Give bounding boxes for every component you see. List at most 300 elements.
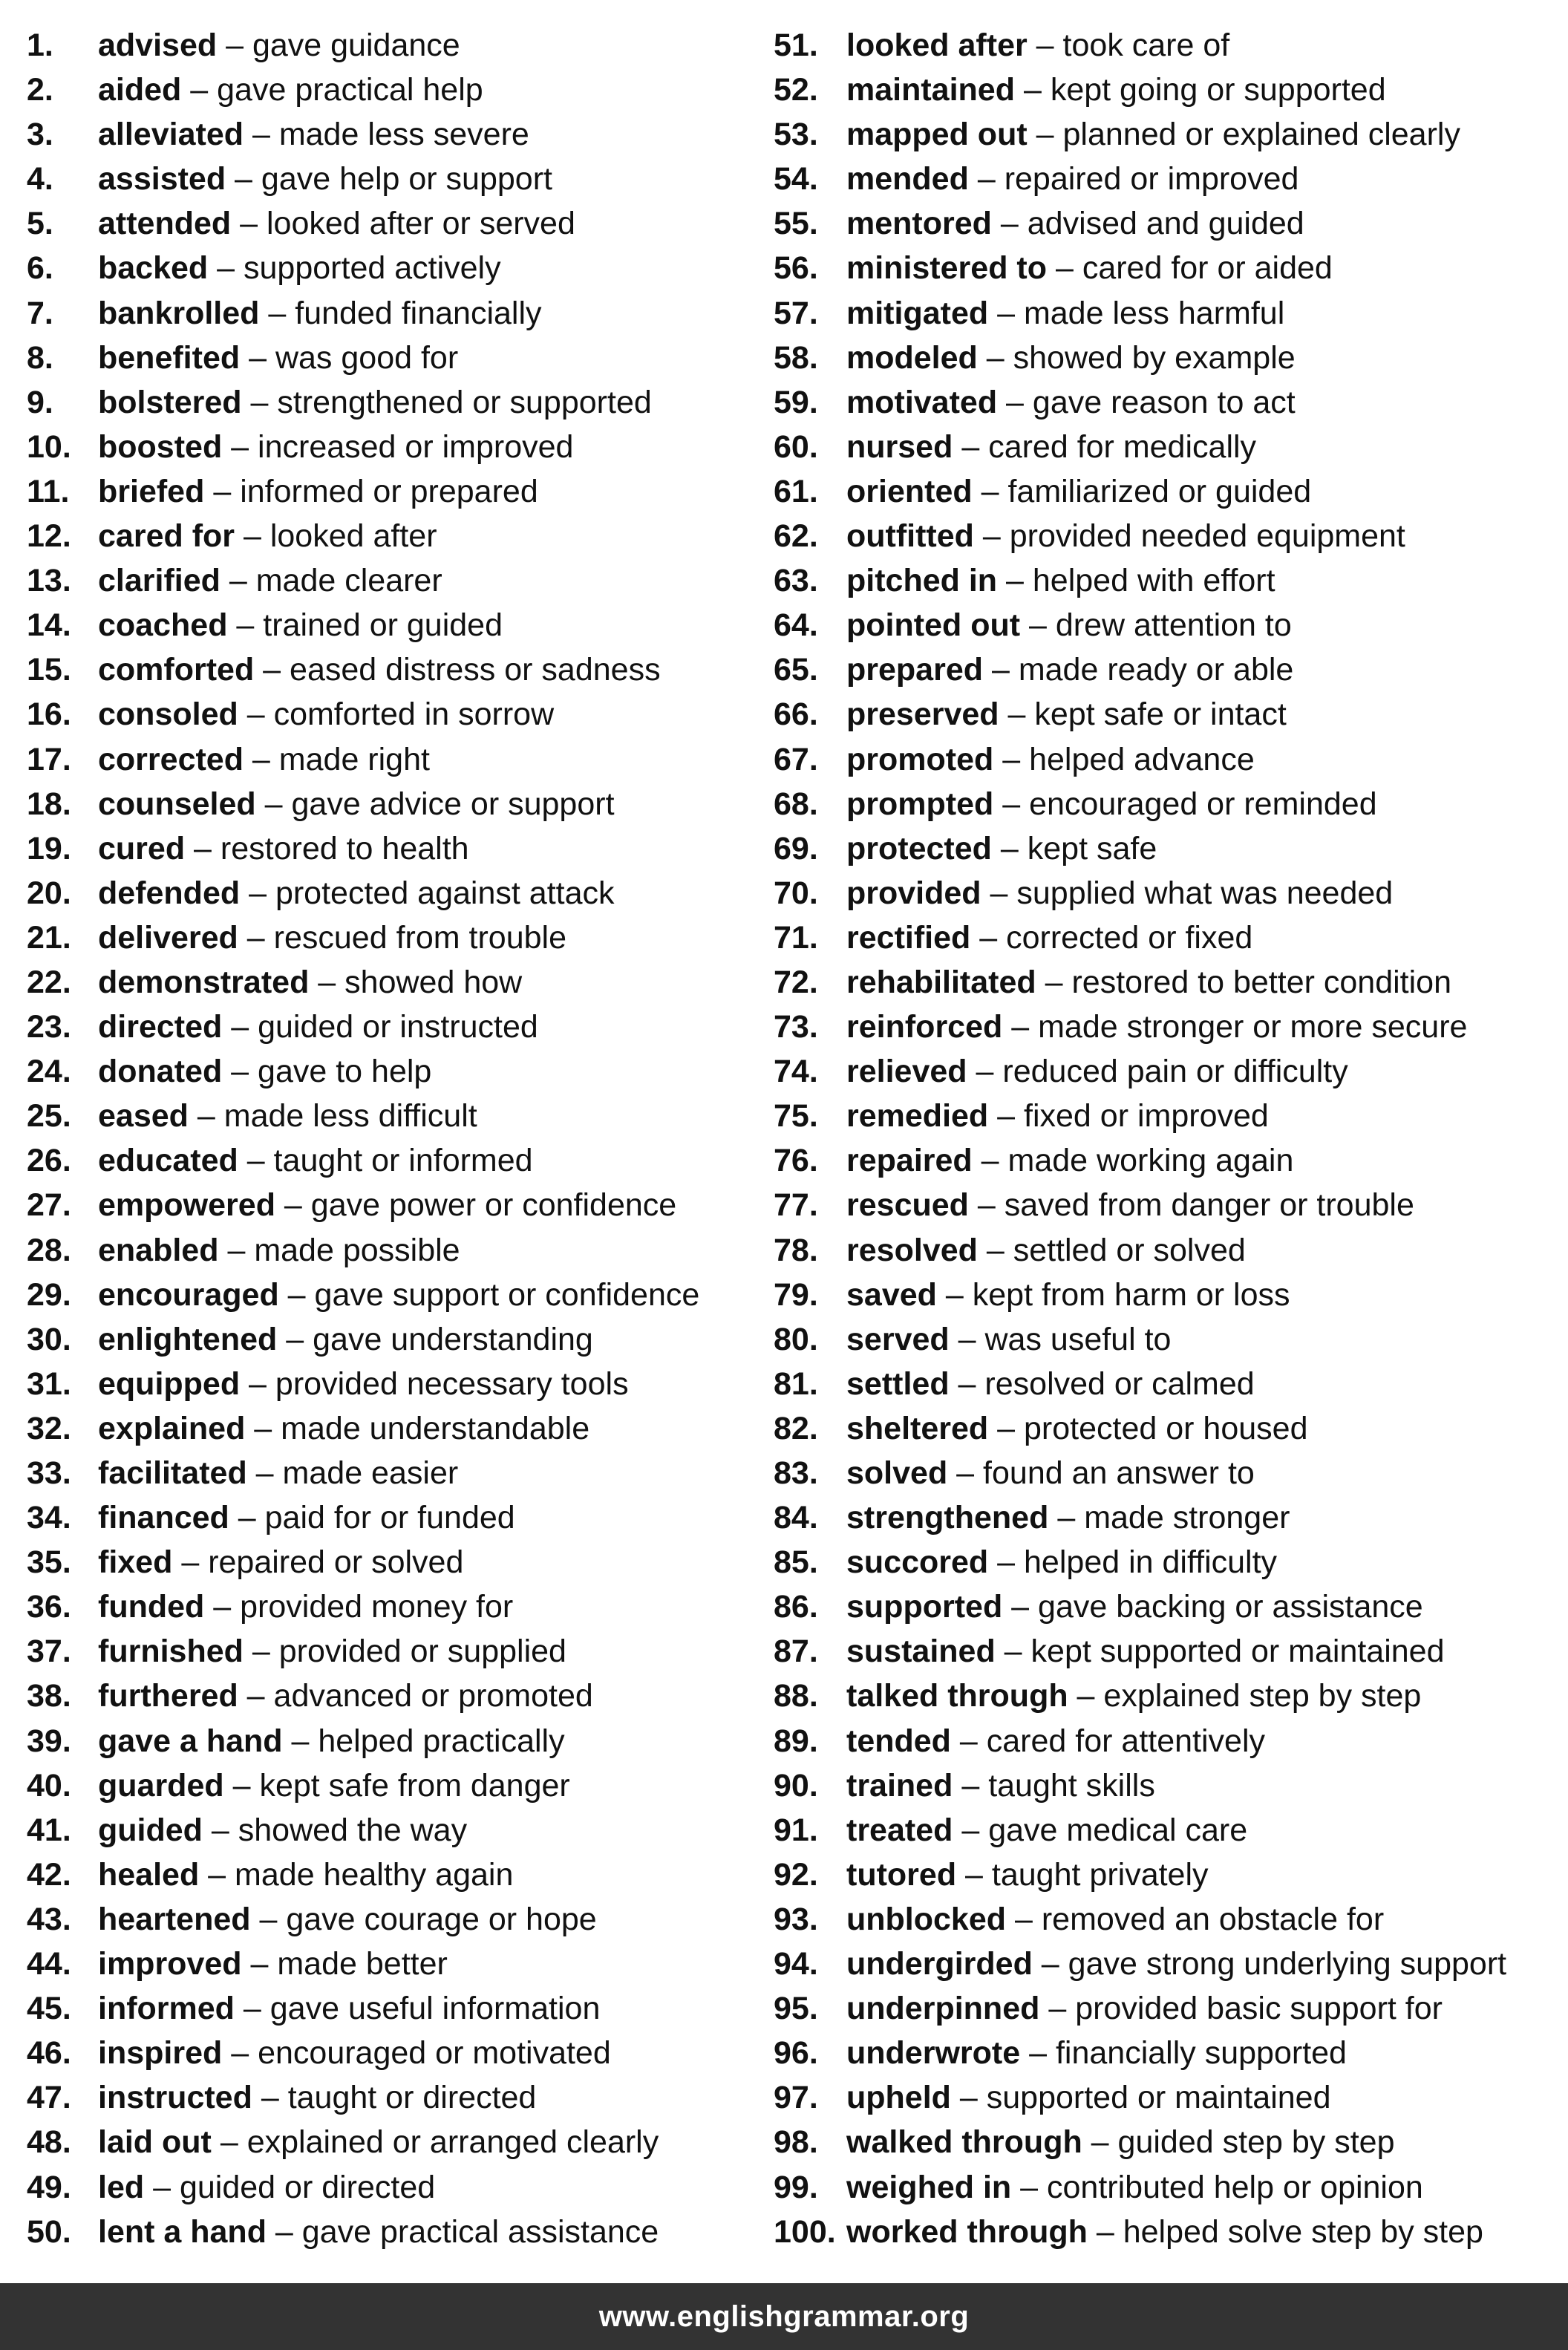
- list-item: [27, 1942, 777, 1986]
- item-number: 11.: [27, 473, 70, 509]
- item-separator: –: [1032, 1946, 1068, 1982]
- item-word: advised: [98, 27, 218, 63]
- item-text: [98, 692, 554, 737]
- item-separator: –: [1002, 1009, 1039, 1045]
- item-number: 22.: [27, 964, 71, 1000]
- item-text: [846, 1584, 1423, 1629]
- item-number: 23.: [27, 1009, 71, 1045]
- item-word: preserved: [846, 696, 999, 733]
- item-definition: supplied what was needed: [1016, 875, 1394, 911]
- item-text: [846, 826, 1157, 871]
- item-text: [846, 514, 1405, 558]
- list-item: [27, 737, 777, 782]
- item-word: comforted: [98, 652, 255, 688]
- item-separator: –: [1087, 2213, 1123, 2250]
- item-separator: –: [240, 1365, 275, 1402]
- list-item: [774, 2120, 1523, 2164]
- item-definition: guided or instructed: [258, 1009, 538, 1045]
- item-number: 89.: [774, 1723, 818, 1759]
- item-number: 90.: [774, 1767, 818, 1804]
- item-definition: kept going or supported: [1050, 72, 1386, 108]
- item-word: pointed out: [846, 607, 1021, 644]
- item-separator: –: [1015, 72, 1051, 108]
- item-definition: corrected or fixed: [1006, 919, 1253, 956]
- list-item: [774, 2165, 1523, 2210]
- item-word: remedied: [846, 1098, 989, 1135]
- item-separator: –: [222, 1054, 258, 1090]
- item-definition: increased or improved: [258, 428, 574, 465]
- item-definition: made clearer: [255, 563, 442, 599]
- item-definition: kept safe or intact: [1034, 696, 1287, 733]
- item-definition: guided or directed: [179, 2169, 436, 2205]
- list-item: [774, 1942, 1523, 1986]
- item-definition: taught or directed: [287, 2080, 537, 2116]
- item-separator: –: [953, 428, 989, 465]
- item-definition: helped advance: [1029, 741, 1255, 777]
- list-item: [774, 112, 1523, 157]
- item-text: [846, 1273, 1290, 1317]
- item-text: [98, 514, 437, 558]
- item-text: [846, 737, 1255, 782]
- list-item: [27, 23, 777, 68]
- list-item: [774, 1228, 1523, 1273]
- item-text: [98, 68, 483, 112]
- list-item: [27, 1362, 777, 1406]
- item-definition: gave to help: [258, 1054, 432, 1090]
- item-separator: –: [997, 563, 1033, 599]
- list-item: [27, 2120, 777, 2164]
- item-text: [846, 1986, 1443, 2031]
- item-word: facilitated: [98, 1455, 247, 1491]
- item-number: 16.: [27, 696, 71, 733]
- item-number: 38.: [27, 1678, 71, 1714]
- item-definition: gave backing or assistance: [1038, 1589, 1423, 1625]
- item-word: rehabilitated: [846, 964, 1036, 1000]
- item-word: upheld: [846, 2080, 951, 2116]
- item-number: 85.: [774, 1544, 818, 1581]
- item-separator: –: [981, 875, 1017, 911]
- item-separator: –: [217, 27, 252, 63]
- item-number: 36.: [27, 1589, 71, 1625]
- list-item: [27, 336, 777, 380]
- item-definition: advised and guided: [1027, 206, 1304, 242]
- item-word: counseled: [98, 786, 256, 822]
- item-word: guided: [98, 1812, 203, 1848]
- item-separator: –: [208, 250, 244, 287]
- item-number: 76.: [774, 1143, 818, 1179]
- item-word: worked through: [846, 2213, 1088, 2250]
- list-item: [27, 871, 777, 915]
- item-number: 92.: [774, 1856, 818, 1893]
- item-text: [846, 425, 1256, 469]
- item-separator: –: [977, 339, 1013, 376]
- list-item: [27, 1138, 777, 1183]
- item-word: oriented: [846, 473, 973, 509]
- item-text: [98, 1094, 477, 1138]
- item-number: 46.: [27, 2035, 71, 2072]
- item-separator: –: [277, 1321, 313, 1357]
- item-number: 14.: [27, 607, 71, 644]
- item-definition: made better: [277, 1946, 448, 1982]
- list-item: [774, 201, 1523, 246]
- item-number: 79.: [774, 1276, 818, 1313]
- item-text: [846, 1005, 1467, 1049]
- item-text: [846, 1897, 1384, 1942]
- item-number: 56.: [774, 250, 818, 287]
- list-item: [774, 1049, 1523, 1094]
- item-word: trained: [846, 1767, 953, 1804]
- list-item: [774, 603, 1523, 647]
- item-number: 68.: [774, 786, 818, 822]
- item-word: weighed in: [846, 2169, 1012, 2205]
- item-number: 12.: [27, 518, 71, 555]
- item-text: [846, 1317, 1171, 1362]
- item-definition: restored to health: [220, 830, 469, 866]
- item-word: aided: [98, 72, 182, 108]
- item-text: [846, 68, 1386, 112]
- item-number: 83.: [774, 1455, 818, 1491]
- item-definition: made stronger: [1084, 1500, 1290, 1536]
- item-definition: helped with effort: [1032, 563, 1275, 599]
- item-number: 98.: [774, 2124, 818, 2161]
- item-definition: was good for: [275, 339, 459, 376]
- item-word: enlightened: [98, 1321, 278, 1357]
- list-item: [27, 826, 777, 871]
- list-item: [774, 157, 1523, 201]
- item-separator: –: [181, 72, 218, 108]
- item-number: 10.: [27, 428, 71, 465]
- item-number: 26.: [27, 1143, 71, 1179]
- item-definition: made stronger or more secure: [1038, 1009, 1468, 1045]
- item-word: underwrote: [846, 2035, 1021, 2072]
- item-text: [846, 1719, 1265, 1763]
- list-item: [774, 68, 1523, 112]
- item-text: [846, 782, 1377, 826]
- item-definition: found an answer to: [983, 1455, 1255, 1491]
- item-definition: kept supported or maintained: [1030, 1633, 1445, 1670]
- item-word: looked after: [846, 27, 1028, 63]
- item-number: 69.: [774, 830, 818, 866]
- item-definition: looked after: [270, 518, 437, 555]
- item-text: [98, 871, 615, 915]
- item-number: 72.: [774, 964, 818, 1000]
- item-word: instructed: [98, 2080, 252, 2116]
- item-separator: –: [259, 295, 295, 331]
- list-item: [27, 782, 777, 826]
- item-word: prompted: [846, 786, 994, 822]
- item-number: 74.: [774, 1054, 818, 1090]
- item-definition: made healthy again: [235, 1856, 514, 1893]
- item-text: [98, 1049, 431, 1094]
- item-definition: repaired or solved: [208, 1544, 464, 1581]
- item-text: [846, 960, 1451, 1005]
- item-number: 88.: [774, 1678, 818, 1714]
- item-separator: –: [309, 964, 345, 1000]
- item-number: 75.: [774, 1098, 818, 1135]
- item-word: tended: [846, 1723, 951, 1759]
- item-separator: –: [231, 206, 267, 242]
- item-number: 86.: [774, 1589, 818, 1625]
- item-text: [98, 157, 552, 201]
- item-number: 19.: [27, 830, 71, 866]
- item-separator: –: [223, 1767, 260, 1804]
- item-definition: resolved or calmed: [984, 1365, 1255, 1402]
- item-text: [98, 1853, 513, 1897]
- item-definition: provided needed equipment: [1009, 518, 1405, 555]
- item-separator: –: [950, 2080, 987, 2116]
- item-separator: –: [1039, 1991, 1076, 2027]
- item-text: [98, 647, 661, 692]
- item-definition: paid for or funded: [264, 1500, 515, 1536]
- item-number: 77.: [774, 1187, 818, 1224]
- item-word: provided: [846, 875, 981, 911]
- list-item: [774, 1362, 1523, 1406]
- list-item: [27, 692, 777, 737]
- item-definition: saved from danger or trouble: [1004, 1187, 1414, 1224]
- list-item: [27, 1005, 777, 1049]
- item-word: delivered: [98, 919, 238, 956]
- item-text: [98, 425, 573, 469]
- list-item: [27, 1451, 777, 1495]
- list-item: [774, 380, 1523, 425]
- item-separator: –: [956, 1856, 992, 1893]
- item-text: [98, 1763, 570, 1808]
- item-definition: planned or explained clearly: [1062, 117, 1460, 153]
- item-word: equipped: [98, 1365, 241, 1402]
- item-definition: showed by example: [1013, 339, 1296, 376]
- item-definition: gave understanding: [313, 1321, 593, 1357]
- item-word: rescued: [846, 1187, 969, 1224]
- item-number: 29.: [27, 1276, 71, 1313]
- item-definition: encouraged or motivated: [258, 2035, 611, 2072]
- item-text: [846, 1094, 1269, 1138]
- item-separator: –: [226, 161, 261, 198]
- item-number: 34.: [27, 1500, 71, 1536]
- item-text: [846, 1942, 1506, 1986]
- item-number: 78.: [774, 1232, 818, 1268]
- item-number: 21.: [27, 919, 71, 956]
- item-number: 15.: [27, 652, 71, 688]
- item-text: [98, 1808, 467, 1853]
- item-text: [846, 1674, 1421, 1718]
- item-number: 43.: [27, 1901, 71, 1937]
- item-separator: –: [243, 741, 279, 777]
- list-item: [774, 1897, 1523, 1942]
- item-definition: fixed or improved: [1024, 1098, 1269, 1135]
- item-definition: took care of: [1062, 27, 1230, 63]
- list-item: [27, 647, 777, 692]
- item-word: consoled: [98, 696, 238, 733]
- item-separator: –: [983, 652, 1019, 688]
- list-item: [27, 68, 777, 112]
- item-separator: –: [991, 830, 1028, 866]
- item-text: [846, 1495, 1290, 1540]
- item-word: briefed: [98, 473, 205, 509]
- item-separator: –: [218, 1232, 255, 1268]
- item-definition: cared for or aided: [1082, 250, 1333, 287]
- item-separator: –: [972, 473, 1008, 509]
- item-word: backed: [98, 250, 209, 287]
- item-word: unblocked: [846, 1901, 1007, 1937]
- item-text: [846, 201, 1304, 246]
- item-separator: –: [1036, 964, 1072, 1000]
- item-separator: –: [947, 1455, 984, 1491]
- item-separator: –: [936, 1276, 973, 1313]
- item-separator: –: [250, 1901, 287, 1937]
- item-number: 41.: [27, 1812, 71, 1848]
- item-number: 24.: [27, 1054, 71, 1090]
- item-definition: gave practical assistance: [301, 2213, 659, 2250]
- item-definition: made less difficult: [223, 1098, 477, 1135]
- list-item: [27, 2075, 777, 2120]
- list-item: [27, 1273, 777, 1317]
- list-item: [774, 1629, 1523, 1674]
- item-number: 37.: [27, 1633, 71, 1670]
- item-text: [846, 1629, 1445, 1674]
- item-word: nursed: [846, 428, 953, 465]
- item-separator: –: [202, 1812, 238, 1848]
- item-text: [98, 1584, 513, 1629]
- item-text: [846, 2031, 1347, 2075]
- item-definition: gave practical help: [217, 72, 483, 108]
- item-text: [846, 2210, 1483, 2254]
- item-separator: –: [1047, 250, 1082, 287]
- item-text: [98, 2120, 659, 2164]
- item-text: [98, 380, 652, 425]
- item-word: modeled: [846, 339, 978, 376]
- item-separator: –: [991, 206, 1028, 242]
- item-text: [846, 112, 1460, 157]
- item-separator: –: [238, 1143, 274, 1179]
- item-text: [846, 2165, 1423, 2210]
- item-text: [98, 291, 542, 336]
- item-definition: gave help or support: [261, 161, 552, 198]
- list-item: [27, 1808, 777, 1853]
- item-definition: contributed help or opinion: [1047, 2169, 1423, 2205]
- item-definition: taught skills: [988, 1767, 1155, 1804]
- item-word: bolstered: [98, 384, 242, 420]
- list-item: [27, 425, 777, 469]
- item-separator: –: [968, 161, 1004, 198]
- item-word: defended: [98, 875, 241, 911]
- item-separator: –: [1082, 2124, 1118, 2161]
- item-word: led: [98, 2169, 145, 2205]
- item-definition: explained step by step: [1103, 1678, 1422, 1714]
- item-number: 40.: [27, 1767, 71, 1804]
- item-number: 93.: [774, 1901, 818, 1937]
- list-item: [27, 380, 777, 425]
- item-definition: taught privately: [991, 1856, 1209, 1893]
- list-item: [774, 1138, 1523, 1183]
- item-text: [98, 1138, 533, 1183]
- item-definition: advanced or promoted: [273, 1678, 593, 1714]
- item-word: cared for: [98, 518, 235, 555]
- item-number: 80.: [774, 1321, 818, 1357]
- item-separator: –: [1020, 607, 1056, 644]
- item-separator: –: [235, 518, 270, 555]
- item-definition: kept safe from danger: [259, 1767, 570, 1804]
- list-item: [774, 737, 1523, 782]
- item-word: coached: [98, 607, 228, 644]
- item-separator: –: [222, 2035, 258, 2072]
- list-item: [27, 558, 777, 603]
- item-definition: eased distress or sadness: [290, 652, 661, 688]
- item-text: [846, 336, 1296, 380]
- item-text: [846, 603, 1292, 647]
- item-text: [98, 246, 501, 290]
- item-word: undergirded: [846, 1946, 1033, 1982]
- list-item: [774, 2031, 1523, 2075]
- item-separator: –: [1002, 1589, 1039, 1625]
- item-text: [846, 2120, 1394, 2164]
- item-word: prepared: [846, 652, 984, 688]
- item-text: [846, 647, 1293, 692]
- list-item: [27, 1094, 777, 1138]
- item-word: corrected: [98, 741, 244, 777]
- item-number: 70.: [774, 875, 818, 911]
- item-word: settled: [846, 1365, 950, 1402]
- item-number: 95.: [774, 1991, 818, 2027]
- item-text: [98, 915, 566, 960]
- item-definition: taught or informed: [273, 1143, 533, 1179]
- list-item: [774, 1273, 1523, 1317]
- item-text: [846, 1853, 1209, 1897]
- item-definition: provided basic support for: [1075, 1991, 1443, 2027]
- item-number: 17.: [27, 741, 71, 777]
- item-definition: cared for medically: [988, 428, 1257, 465]
- item-definition: drew attention to: [1055, 607, 1292, 644]
- item-text: [846, 915, 1252, 960]
- list-item: [774, 1317, 1523, 1362]
- item-separator: –: [188, 1098, 224, 1135]
- item-number: 20.: [27, 875, 71, 911]
- item-separator: –: [240, 875, 275, 911]
- item-definition: made working again: [1007, 1143, 1294, 1179]
- item-word: maintained: [846, 72, 1015, 108]
- item-separator: –: [211, 2124, 247, 2161]
- word-list-right-column: [774, 23, 1523, 2254]
- item-number: 91.: [774, 1812, 818, 1848]
- list-item: [27, 514, 777, 558]
- item-text: [98, 1674, 593, 1718]
- item-word: lent a hand: [98, 2213, 267, 2250]
- list-item: [774, 246, 1523, 290]
- footer-bar: [0, 2283, 1568, 2350]
- item-number: 44.: [27, 1946, 71, 1982]
- item-separator: –: [238, 1678, 274, 1714]
- item-separator: –: [953, 1812, 989, 1848]
- item-number: 48.: [27, 2124, 71, 2161]
- item-definition: informed or prepared: [240, 473, 538, 509]
- list-item: [27, 112, 777, 157]
- list-item: [27, 960, 777, 1005]
- item-text: [98, 1228, 460, 1273]
- item-word: succored: [846, 1544, 989, 1581]
- item-definition: gave support or confidence: [314, 1276, 700, 1313]
- item-word: donated: [98, 1054, 223, 1090]
- item-separator: –: [252, 2080, 288, 2116]
- item-definition: funded financially: [295, 295, 542, 331]
- item-word: alleviated: [98, 117, 244, 153]
- item-text: [98, 1719, 565, 1763]
- item-definition: removed an obstacle for: [1041, 1901, 1385, 1937]
- item-separator: –: [949, 1321, 985, 1357]
- item-definition: was useful to: [984, 1321, 1172, 1357]
- item-definition: settled or solved: [1013, 1232, 1246, 1268]
- item-word: eased: [98, 1098, 189, 1135]
- item-text: [846, 23, 1229, 68]
- item-text: [846, 380, 1296, 425]
